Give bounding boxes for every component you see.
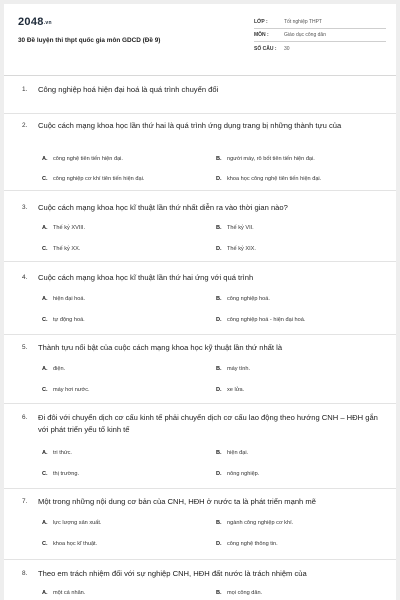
option-b[interactable]: B. Thế kỷ VII. — [216, 225, 254, 231]
option-a[interactable]: A. một cá nhân. — [42, 590, 86, 596]
option-a[interactable]: A. điện. — [42, 366, 66, 372]
question-text: Cuộc cách mạng khoa học lần thứ hai là quá trình ứng dụng trang bị những thành tựu của — [38, 121, 342, 130]
option-d[interactable]: D. khoa học công nghệ tiên tiến hiện đại. — [216, 176, 322, 182]
exam-header — [4, 4, 396, 76]
question-text: Thành tựu nổi bật của cuộc cách mạng khoa học kỹ thuật lần thứ nhất là — [38, 343, 283, 352]
logo-tld: .vn — [43, 20, 52, 26]
question-text: Một trong những nội dung cơ bản của CNH, HĐH ở nước ta là phát triển mạnh mẽ — [38, 497, 316, 506]
question-number: 6. — [22, 414, 28, 421]
option-d[interactable]: D. công nghiệp hoá - hiện đại hoá. — [216, 317, 306, 323]
option-d[interactable]: D. Thế kỷ XIX. — [216, 246, 256, 252]
question-text: Đi đôi với chuyển dịch cơ cấu kinh tế phải chuyển dịch cơ cấu lao động theo hướng CNH – HĐH gắn với phát triển yếu tố kinh tế — [38, 413, 378, 434]
question-number: 4. — [22, 274, 28, 281]
question-1 — [4, 76, 396, 113]
meta-row-count — [254, 42, 386, 55]
question-text: Theo em trách nhiệm đối với sự nghiệp CNH, HĐH đất nước là trách nhiệm của — [38, 569, 307, 578]
option-d[interactable]: D. nông nghiệp. — [216, 471, 260, 477]
option-c[interactable]: C. tự động hoá. — [42, 317, 85, 323]
option-b[interactable]: B. máy tính. — [216, 366, 251, 372]
question-number: 8. — [22, 570, 28, 577]
exam-page — [4, 4, 396, 600]
question-number: 5. — [22, 344, 28, 351]
option-a[interactable]: A. Thế kỷ XVIII. — [42, 225, 86, 231]
option-b[interactable]: B. mọi công dân. — [216, 590, 263, 596]
meta-label: MÔN : — [254, 32, 269, 38]
question-text: Công nghiệp hoá hiện đại hoá là quá trình chuyển đổi — [38, 85, 219, 94]
meta-value: Tốt nghiệp THPT — [284, 19, 322, 25]
exam-meta-table — [254, 16, 386, 55]
option-d[interactable]: D. công nghệ thông tin. — [216, 541, 278, 547]
site-logo[interactable] — [18, 16, 52, 28]
question-3 — [4, 190, 396, 261]
question-7 — [4, 488, 396, 559]
option-d[interactable]: D. xe lửa. — [216, 387, 245, 393]
question-6 — [4, 403, 396, 488]
question-number: 1. — [22, 86, 28, 93]
option-a[interactable]: A. lực lượng sản xuất. — [42, 520, 102, 526]
meta-row-class — [254, 16, 386, 29]
option-b[interactable]: B. công nghiệp hoá. — [216, 296, 270, 302]
option-b[interactable]: B. người máy, rô bốt tiên tiến hiện đại. — [216, 156, 315, 162]
exam-title: 30 Đề luyện thi thpt quốc gia môn GDCD (Đề 9) — [18, 37, 161, 44]
question-text: Cuộc cách mạng khoa học kĩ thuật lần thứ nhất diễn ra vào thời gian nào? — [38, 203, 288, 212]
question-number: 3. — [22, 204, 28, 211]
meta-value: Giáo dục công dân — [284, 32, 326, 38]
question-2 — [4, 113, 396, 190]
option-c[interactable]: C. máy hơi nước. — [42, 387, 90, 393]
option-c[interactable]: C. thị trường. — [42, 471, 80, 477]
question-4 — [4, 261, 396, 334]
option-b[interactable]: B. ngành công nghiệp cơ khí. — [216, 520, 294, 526]
option-c[interactable]: C. công nghiệp cơ khí tiên tiến hiện đại. — [42, 176, 145, 182]
option-b[interactable]: B. hiện đại. — [216, 450, 249, 456]
meta-value: 30 — [284, 45, 290, 52]
logo-main: 2048 — [18, 16, 44, 28]
question-8 — [4, 559, 396, 600]
option-a[interactable]: A. hiện đại hoá. — [42, 296, 86, 302]
meta-label: SỐ CÂU : — [254, 45, 277, 52]
question-text: Cuộc cách mạng khoa học kĩ thuật lần thứ hai ứng với quá trình — [38, 273, 254, 282]
meta-label: LỚP : — [254, 19, 268, 25]
option-c[interactable]: C. khoa học kĩ thuật. — [42, 541, 98, 547]
question-number: 2. — [22, 122, 28, 129]
option-a[interactable]: A. tri thức. — [42, 450, 72, 456]
question-number: 7. — [22, 498, 28, 505]
question-5 — [4, 334, 396, 403]
option-c[interactable]: C. Thế kỷ XX. — [42, 246, 81, 252]
meta-row-subject — [254, 29, 386, 42]
option-a[interactable]: A. công nghệ tiên tiến hiện đại. — [42, 156, 123, 162]
